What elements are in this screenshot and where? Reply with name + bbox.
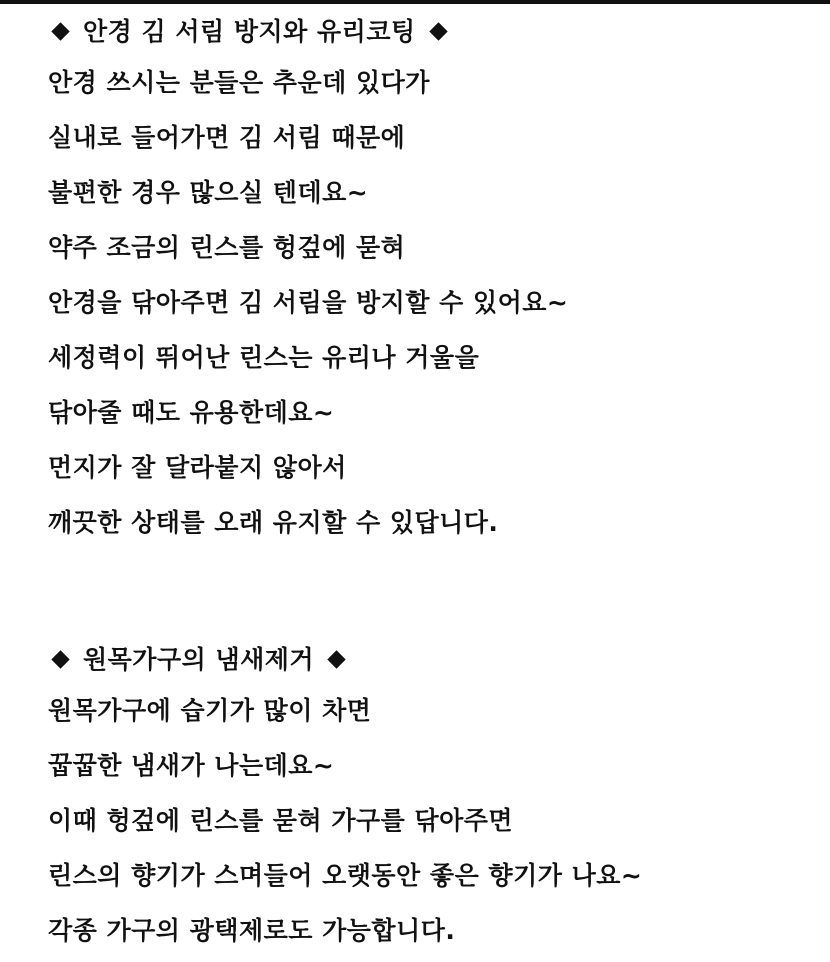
diamond-bullet-icon [51, 650, 69, 668]
section-heading-text: 원목가구의 냄새제거 [83, 644, 315, 674]
text-line: 안경 쓰시는 분들은 추운데 있다가 [48, 68, 430, 97]
text-line: 세정력이 뛰어난 린스는 유리나 거울을 [48, 343, 480, 372]
diamond-bullet-icon [429, 22, 447, 40]
section-heading-glasses [48, 4, 818, 59]
text-line: 안경을 닦아주면 김 서림을 방지할 수 있어요~ [48, 288, 569, 317]
text-line: 닦아줄 때도 유용한데요~ [48, 398, 335, 427]
text-line: 각종 가구의 광택제로도 가능합니다. [48, 916, 456, 945]
text-line: 꿉꿉한 냄새가 나는데요~ [48, 751, 335, 780]
diamond-bullet-icon [327, 650, 345, 668]
document-body [48, 4, 818, 962]
text-line: 약주 조금의 린스를 헝겊에 묻혀 [48, 233, 406, 262]
section-heading-furniture [48, 632, 818, 687]
text-line: 깨끗한 상태를 오래 유지할 수 있답니다. [48, 508, 499, 537]
text-line: 불편한 경우 많으실 텐데요~ [48, 178, 369, 207]
text-line: 이때 헝겊에 린스를 묻혀 가구를 닦아주면 [48, 806, 514, 835]
text-line: 실내로 들어가면 김 서림 때문에 [48, 123, 406, 152]
section-spacer [48, 554, 818, 632]
section-heading-text: 안경 김 서림 방지와 유리코팅 [83, 16, 416, 46]
diamond-bullet-icon [51, 22, 69, 40]
text-line: 먼지가 잘 달라붙지 않아서 [48, 453, 347, 482]
text-line: 린스의 향기가 스며들어 오랫동안 좋은 향기가 나요~ [48, 861, 643, 890]
text-line: 원목가구에 습기가 많이 차면 [48, 696, 372, 725]
